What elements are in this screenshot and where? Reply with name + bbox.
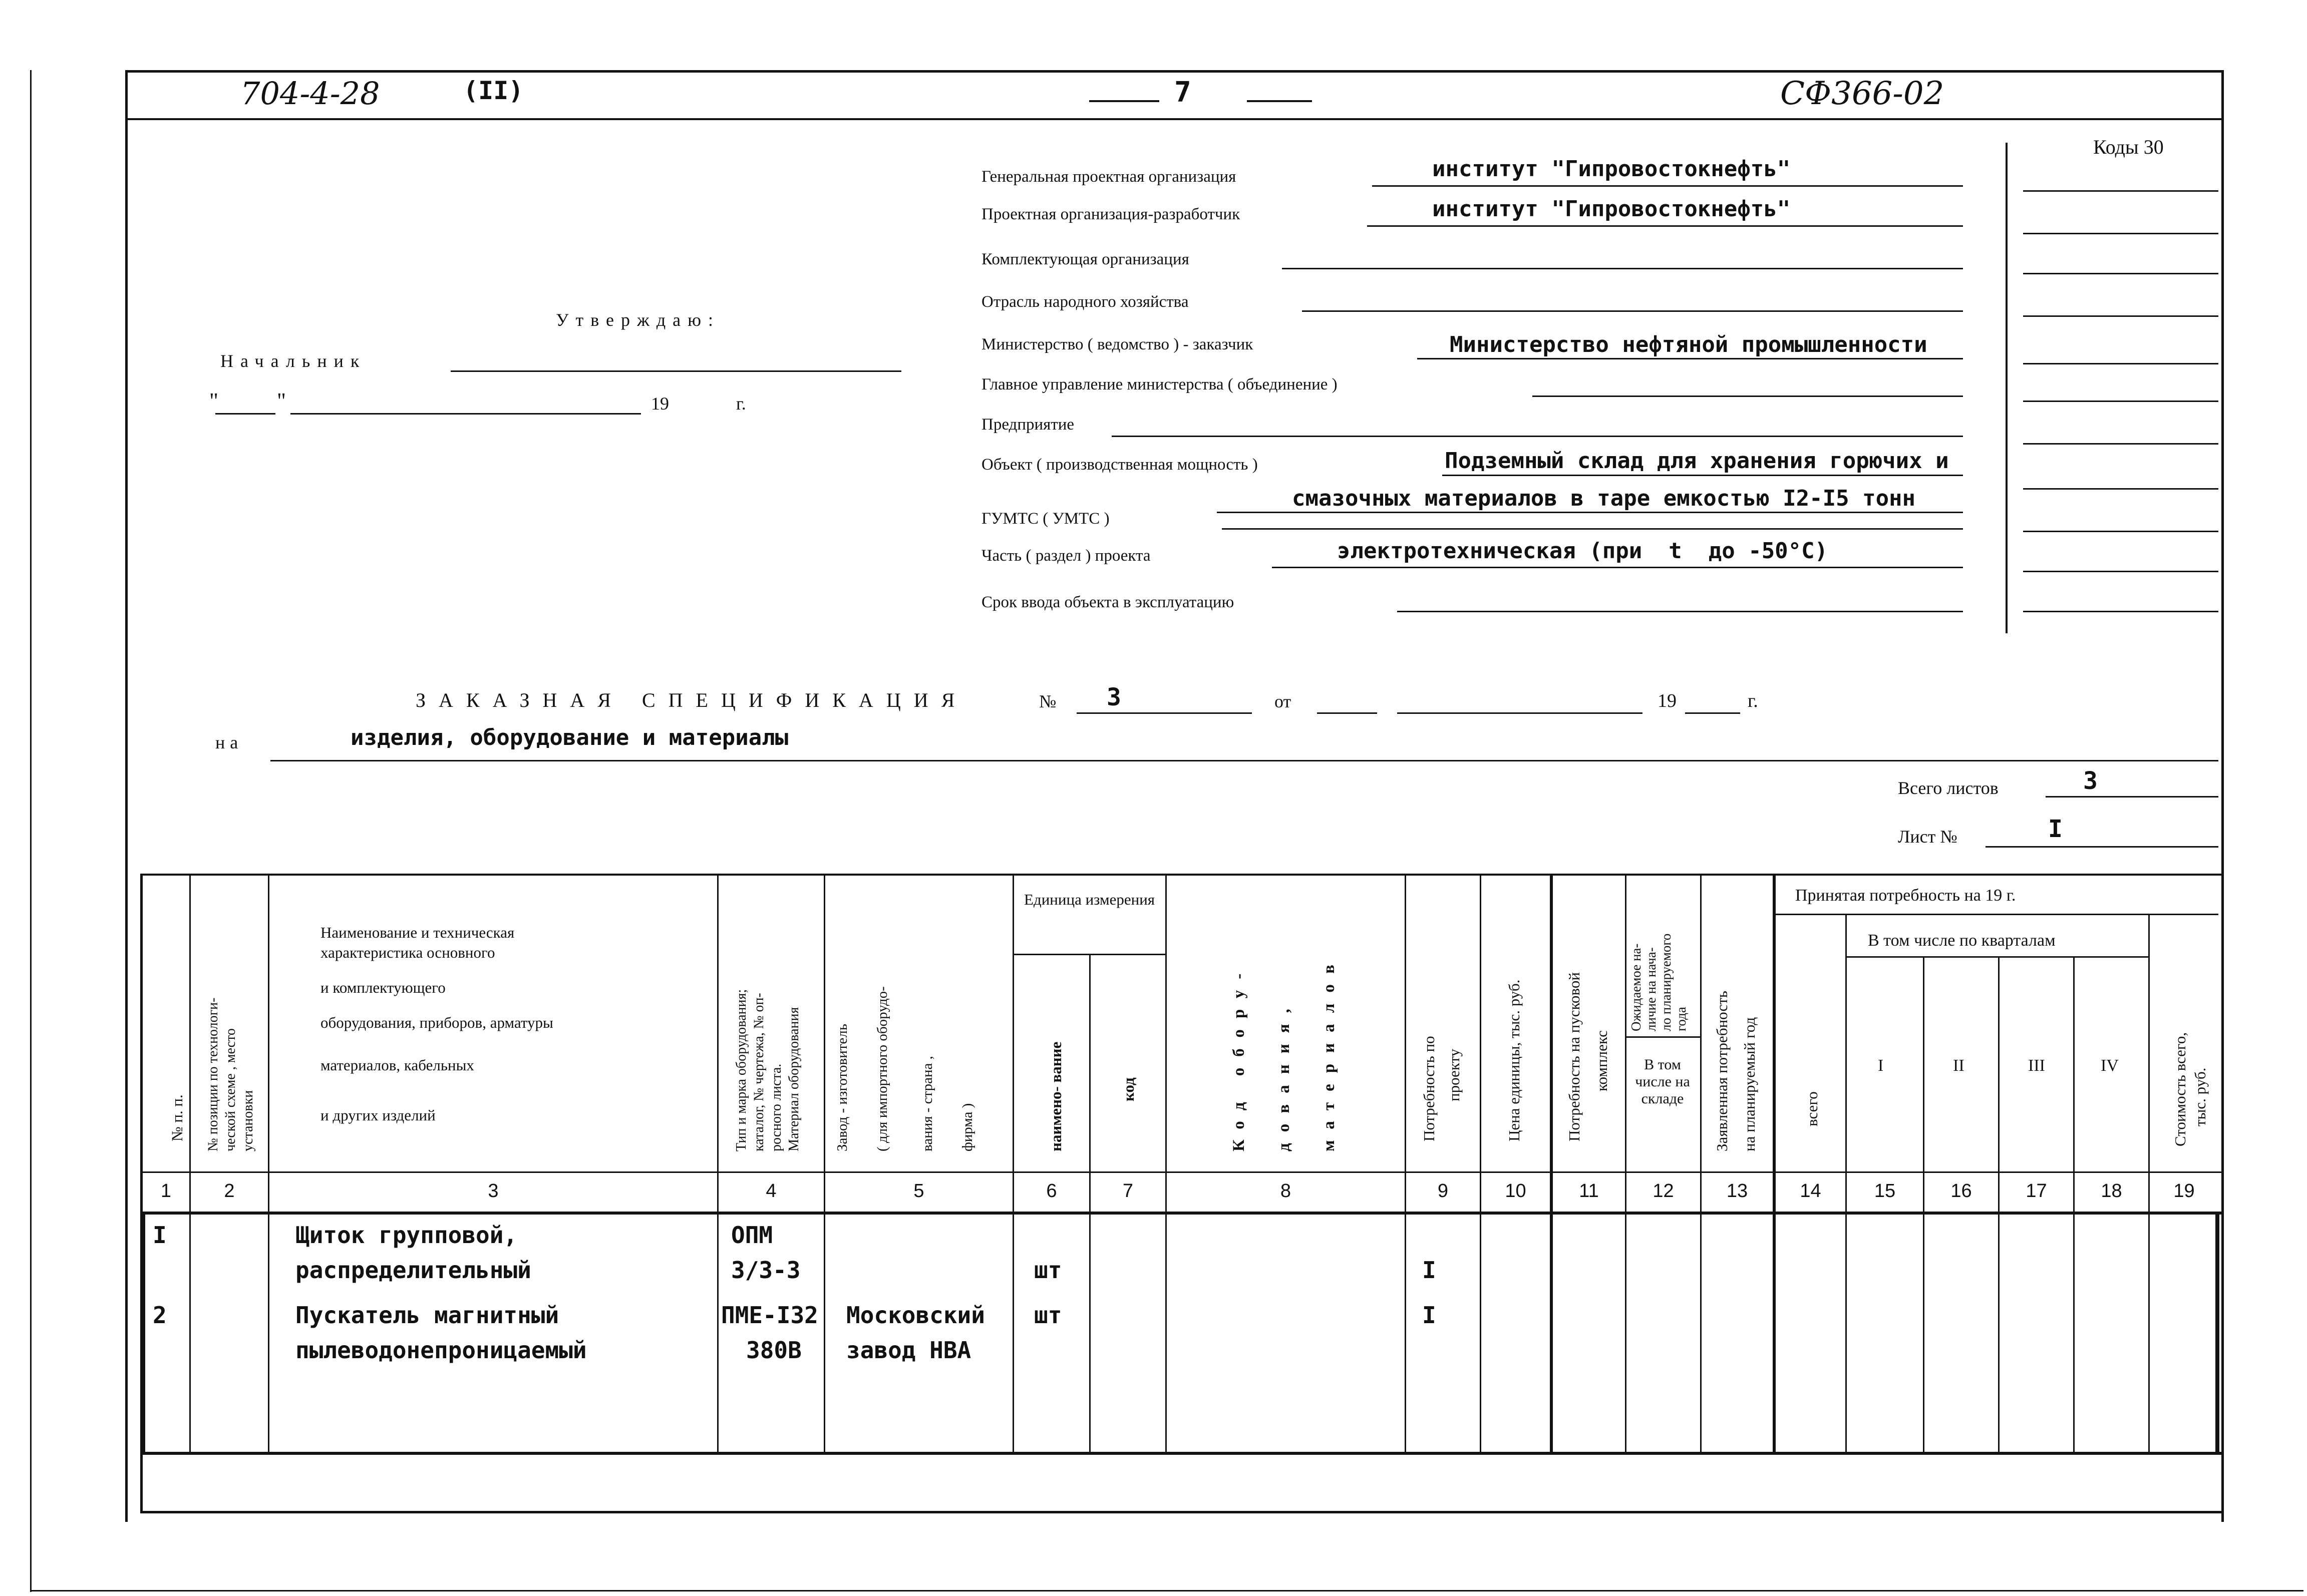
col-div-4: [824, 874, 825, 1454]
part-label: Часть ( раздел ) проекта: [981, 547, 1151, 565]
gumts-line: [1222, 528, 1963, 530]
spec-number-line: [1077, 712, 1252, 714]
row-1-name-1: Щиток групповой,: [295, 1222, 518, 1249]
h-price: Цена единицы, тыс. руб.: [1505, 979, 1523, 1141]
accepted-sub-line: [1773, 914, 2218, 915]
object-value-1: Подземный склад для хранения горючих и: [1445, 448, 1949, 474]
term-label: Срок ввода объекта в эксплуатацию: [981, 593, 1234, 611]
outer-bottom-edge: [30, 1590, 2303, 1591]
h-expected-3: ло планируемого: [1659, 933, 1674, 1031]
frame-top: [125, 70, 2223, 73]
date-month-line: [290, 413, 641, 415]
codes-line-10: [2023, 571, 2218, 572]
h-maker-2: ( для импортного оборудо-: [874, 986, 890, 1151]
general-org-value: институт "Гипровостокнефть": [1432, 156, 1791, 182]
col-div-7: [1165, 874, 1167, 1454]
row-2-num: 2: [153, 1302, 167, 1329]
main-dept-label: Главное управление министерства ( объединение ): [981, 375, 1338, 393]
codes-line-9: [2023, 531, 2218, 532]
row-2-type-1: ПМЕ-I32: [721, 1302, 818, 1329]
col-number: 13: [1726, 1180, 1748, 1202]
frame-bottom: [140, 1511, 2223, 1513]
spec-month-line: [1397, 712, 1642, 714]
codes-line-4: [2023, 315, 2218, 317]
object-line-2: [1217, 512, 1963, 513]
term-line: [1397, 611, 1963, 612]
row-1-unit: шт: [1034, 1257, 1062, 1284]
object-value-2: смазочных материалов в таре емкостью I2-I5 тонн: [1292, 486, 1916, 511]
table-top: [140, 874, 2223, 876]
col-number: 19: [2173, 1180, 2195, 1202]
table-body-right: [2215, 1212, 2219, 1455]
col-div-15: [1923, 956, 1924, 1454]
enterprise-line: [1112, 436, 1963, 437]
page-dash-left: [1089, 100, 1159, 102]
col-div-5: [1013, 874, 1014, 1454]
spec-number-label: №: [1039, 691, 1057, 711]
date-quote-1: ": [209, 388, 218, 413]
spec-day-line: [1317, 712, 1377, 714]
head-label: Начальник: [220, 351, 367, 371]
col-div-2: [268, 874, 269, 1454]
h-expected-1: Ожидаемое на-: [1628, 943, 1643, 1031]
col-number: 18: [2101, 1180, 2122, 1202]
row-2-maker-2: завод НВА: [846, 1337, 971, 1364]
h-unit-name: наимено- вание: [1047, 1041, 1065, 1151]
total-sheets: 3: [2083, 767, 2098, 795]
h-type-1: Тип и марка оборудования;: [734, 989, 749, 1151]
h-code-2: дования,: [1275, 998, 1293, 1151]
h-accepted: Принятая потребность на 19 г.: [1795, 886, 2016, 905]
row-2-name-1: Пускатель магнитный: [295, 1302, 559, 1329]
main-dept-line: [1532, 395, 1963, 397]
object-line-1: [1442, 475, 1963, 476]
codes-separator: [2006, 143, 2008, 633]
general-org-line: [1372, 185, 1963, 187]
h-declared-1: Заявленная потребность: [1713, 991, 1731, 1151]
object-label: Объект ( производственная мощность ): [981, 456, 1258, 474]
h-pos-2: ческой схеме , место: [223, 1028, 238, 1151]
h-stock: В том числе на складе: [1635, 1056, 1690, 1107]
col-number: 4: [766, 1180, 777, 1202]
total-sheets-line: [2046, 796, 2218, 797]
h-unit-code: код: [1120, 1077, 1137, 1101]
col-number: 17: [2026, 1180, 2047, 1202]
h-total: всего: [1803, 1091, 1821, 1126]
codes-line-7: [2023, 443, 2218, 445]
gumts-label: ГУМТС ( УМТС ): [981, 510, 1110, 528]
h-name-1: Наименование и техническая: [320, 924, 515, 941]
h-code-3: материалов: [1320, 954, 1338, 1151]
doc-code: 704-4-28: [240, 75, 380, 112]
design-org-value: институт "Гипровостокнефть": [1432, 196, 1791, 222]
table-body-bottom: [140, 1452, 2223, 1455]
h-type-3: росного листа.: [769, 1063, 784, 1151]
col-div-17: [2073, 956, 2075, 1454]
col-number: 14: [1800, 1180, 1821, 1202]
head-name-line: [451, 370, 901, 372]
h-maker-3: вания - страна ,: [919, 1056, 935, 1151]
codes-line-1: [2023, 190, 2218, 192]
approval-year-suffix: г.: [736, 393, 746, 414]
quarters-sub-line: [1845, 956, 2148, 958]
col-div-12: [1700, 874, 1702, 1454]
complect-org-label: Комплектующая организация: [981, 250, 1189, 268]
col-number: 9: [1437, 1180, 1449, 1202]
codes-line-3: [2023, 273, 2218, 274]
col-number: 6: [1046, 1180, 1057, 1202]
col-div-1: [189, 874, 191, 1454]
h-need-1: Потребность по: [1420, 1036, 1438, 1141]
sheet-no-line: [1986, 846, 2218, 848]
h-maker-1: Завод - изготовитель: [834, 1024, 850, 1151]
ministry-value: Министерство нефтяной промышленности: [1450, 332, 1927, 357]
doc-part: (II): [463, 76, 524, 105]
h-name-4: оборудования, приборов, арматуры: [320, 1014, 553, 1031]
codes-label: Коды 30: [2093, 136, 2164, 158]
h-cost-2: тыс. руб.: [2191, 1067, 2209, 1126]
col-number: 10: [1505, 1180, 1526, 1202]
row-2-maker-1: Московский: [846, 1302, 985, 1329]
general-org-label: Генеральная проектная организация: [981, 168, 1236, 186]
part-value: электротехническая (при t до -50°С): [1337, 538, 1828, 564]
spec-year-suffix: г.: [1748, 690, 1758, 711]
col-number: 1: [160, 1180, 172, 1202]
h-launch-2: комплекс: [1593, 1030, 1610, 1091]
col-div-3: [717, 874, 719, 1454]
h-name-5: материалов, кабельных: [320, 1056, 474, 1074]
row-1-type-2: 3/3-3: [731, 1257, 801, 1284]
unit-sub-line: [1013, 954, 1165, 955]
h-pos-3: установки: [240, 1090, 256, 1151]
h-name-3: и комплектующего: [320, 979, 446, 996]
row-1-num: I: [153, 1222, 167, 1249]
h-num: № п. п.: [168, 1094, 186, 1141]
h-expected-4: года: [1674, 1007, 1689, 1031]
h-q2: II: [1953, 1056, 1964, 1075]
complect-org-line: [1282, 268, 1963, 269]
row-2-qty: I: [1422, 1302, 1436, 1329]
stock-sub-line: [1625, 1036, 1700, 1038]
codes-line-5: [2023, 363, 2218, 364]
design-org-label: Проектная организация-разработчик: [981, 205, 1240, 223]
spec-from-label: от: [1274, 691, 1291, 711]
h-code-1: Код обору-: [1230, 962, 1248, 1151]
codes-line-2: [2023, 233, 2218, 234]
frame-left: [125, 70, 128, 1522]
enterprise-label: Предприятие: [981, 416, 1075, 434]
spec-number: 3: [1107, 683, 1121, 711]
h-name-6: и других изделий: [320, 1106, 436, 1124]
row-1-name-2: распределительный: [295, 1257, 531, 1284]
h-maker-4: фирма ): [959, 1103, 975, 1151]
approval-year: 19: [651, 393, 669, 414]
codes-line-11: [2023, 611, 2218, 612]
h-pos-1: № позиции по технологи-: [205, 997, 221, 1151]
header-divider: [125, 118, 2223, 120]
h-need-2: проекту: [1445, 1048, 1463, 1101]
h-q1: I: [1878, 1056, 1884, 1075]
h-unit: Единица измерения: [1024, 891, 1155, 908]
spec-year-line: [1685, 712, 1740, 714]
col-div-9: [1480, 874, 1481, 1454]
h-expected-2: личие на нача-: [1643, 947, 1659, 1031]
row-2-type-2: 380В: [746, 1337, 802, 1364]
h-declared-2: на планируемый год: [1741, 1017, 1758, 1151]
outer-left-edge: [30, 70, 32, 1592]
row-1-type-1: ОПМ: [731, 1222, 773, 1249]
page-dash-right: [1247, 100, 1312, 102]
col-div-10: [1550, 874, 1553, 1454]
col-number: 7: [1122, 1180, 1134, 1202]
col-number: 12: [1653, 1180, 1674, 1202]
h-cost-1: Стоимость всего,: [2171, 1032, 2189, 1146]
col-div-13: [1773, 874, 1776, 1454]
sheet-code: СФ366-02: [1780, 75, 1944, 112]
h-type-4: Материал оборудования: [786, 1007, 802, 1151]
col-div-11: [1625, 874, 1626, 1454]
sheet-no: I: [2048, 815, 2063, 843]
total-sheets-label: Всего листов: [1898, 778, 1999, 798]
codes-line-8: [2023, 488, 2218, 490]
page-number: 7: [1174, 76, 1191, 109]
row-2-unit: шт: [1034, 1302, 1062, 1329]
col-number: 16: [1950, 1180, 1972, 1202]
table-colnum-top: [140, 1171, 2223, 1173]
branch-label: Отрасль народного хозяйства: [981, 293, 1189, 311]
h-quarters: В том числе по кварталам: [1868, 931, 2056, 950]
ministry-label: Министерство ( ведомство ) - заказчик: [981, 335, 1253, 353]
date-quote-2: ": [277, 388, 286, 413]
col-number: 5: [913, 1180, 924, 1202]
col-div-16: [1998, 956, 2000, 1454]
h-launch-1: Потребность на пусковой: [1565, 972, 1583, 1141]
table-colnum-bottom: [140, 1212, 2223, 1215]
col-div-8: [1405, 874, 1406, 1454]
frame-right: [2221, 70, 2224, 1522]
col-number: 3: [488, 1180, 499, 1202]
col-number: 8: [1280, 1180, 1291, 1202]
row-1-qty: I: [1422, 1257, 1436, 1284]
h-name-2: характеристика основного: [320, 944, 495, 961]
design-org-line: [1367, 225, 1963, 227]
h-type-2: каталог, № чертежа, № оп-: [751, 993, 767, 1151]
col-number: 11: [1579, 1180, 1599, 1202]
codes-line-6: [2023, 401, 2218, 402]
col-number: 15: [1874, 1180, 1896, 1202]
spec-year: 19: [1658, 690, 1677, 711]
h-q4: IV: [2101, 1056, 2119, 1075]
spec-for-label: на: [215, 732, 243, 752]
h-q3: III: [2028, 1056, 2045, 1075]
ministry-line: [1417, 358, 1963, 359]
table-body-left: [143, 1212, 145, 1455]
col-number: 2: [224, 1180, 235, 1202]
date-day-line: [215, 413, 275, 415]
sheet-no-label: Лист №: [1898, 827, 1957, 847]
branch-line: [1302, 310, 1963, 312]
row-2-name-2: пылеводонепроницаемый: [295, 1337, 587, 1364]
spec-title: ЗАКАЗНАЯ СПЕЦИФИКАЦИЯ: [416, 689, 968, 711]
col-div-6: [1089, 954, 1091, 1454]
spec-for-line: [270, 760, 2218, 761]
part-line: [1272, 567, 1963, 568]
approve-label: Утверждаю:: [556, 310, 721, 330]
spec-for-value: изделия, оборудование и материалы: [351, 725, 789, 750]
